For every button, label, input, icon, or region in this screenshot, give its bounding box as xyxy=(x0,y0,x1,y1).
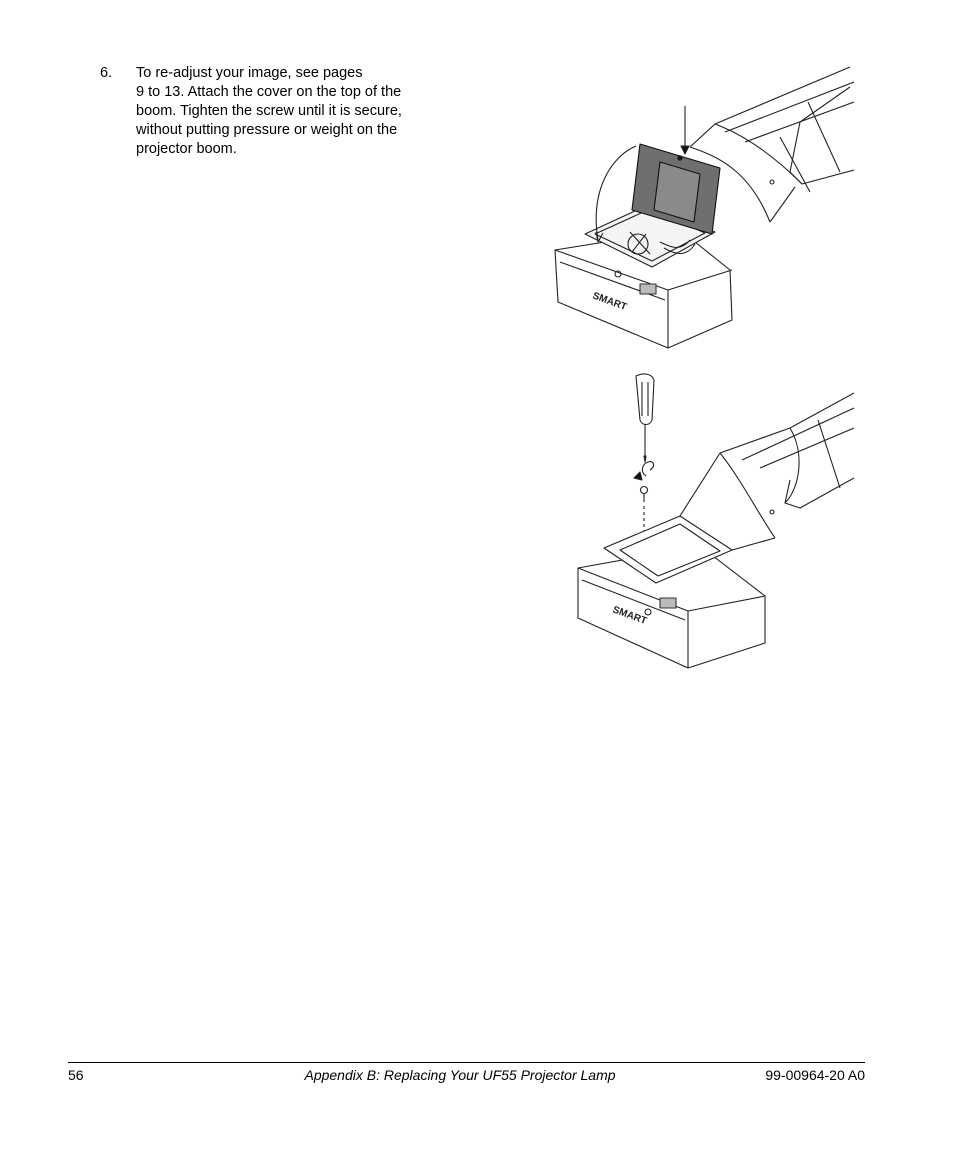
footer-divider xyxy=(68,1062,865,1063)
step-text-line: boom. Tighten the screw until it is secure, xyxy=(136,103,402,119)
smart-logo: SMART xyxy=(610,604,649,627)
step-text-line: 9 to 13. Attach the cover on the top of the xyxy=(136,84,402,100)
footer-chapter-title: Appendix B: Replacing Your UF55 Projector Lamp xyxy=(304,1067,616,1083)
step-text-line: projector boom. xyxy=(136,141,237,157)
smart-logo: SMART xyxy=(590,290,629,313)
step-number: 6. xyxy=(100,65,113,81)
page-number: 56 xyxy=(68,1067,84,1083)
cover-open-illustration xyxy=(540,62,854,354)
cover-closed-illustration xyxy=(560,368,854,670)
step-text-line: without putting pressure or weight on the xyxy=(136,122,398,138)
step-text-line: To re-adjust your image, see pages xyxy=(136,65,363,81)
document-number: 99-00964-20 A0 xyxy=(765,1067,865,1083)
step-text xyxy=(136,64,426,159)
